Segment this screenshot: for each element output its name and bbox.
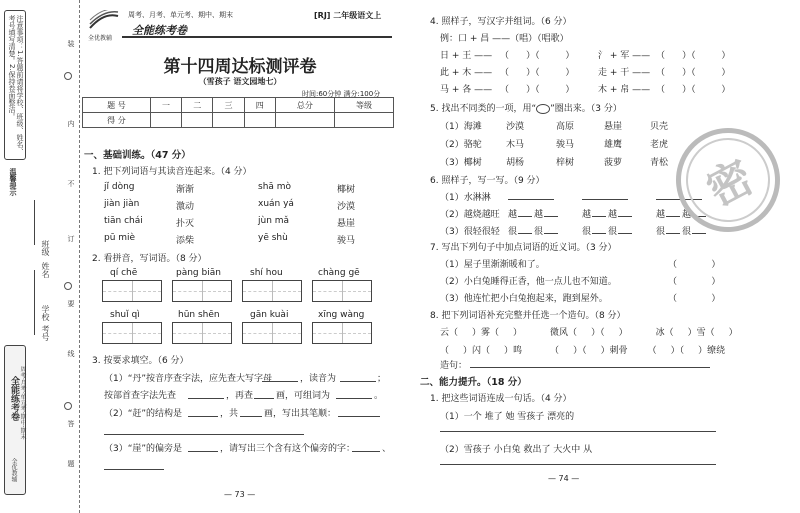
answer-line[interactable] [666, 233, 680, 234]
q5-option[interactable]: 梓树 [556, 158, 575, 168]
notice-text: 注意事项：1.答题前请将学校、班级、姓名、考号填写清楚。2.保持卷面整洁。 [8, 15, 24, 155]
notice-box [4, 10, 26, 160]
q5-option[interactable]: 悬崖 [604, 122, 623, 132]
answer-line[interactable] [188, 398, 224, 399]
q3-3-text: 、 [382, 444, 392, 454]
page-subtitle: （雪孩子 语文园地七） [198, 77, 282, 86]
q8-part: （ [550, 346, 560, 356]
answer-line[interactable] [340, 381, 376, 382]
q8-part: ）鸣 [504, 346, 523, 356]
xuexiao-line[interactable] [34, 300, 35, 335]
q4-row: 此 + 木 —— [440, 68, 493, 78]
answer-line[interactable] [592, 216, 606, 217]
writing-grid[interactable] [242, 322, 302, 344]
q3-1-text: （1）“丹”按音序查字法，应先查大写字母 [104, 374, 273, 384]
q5-option[interactable]: 老虎 [650, 140, 669, 150]
logo-text: 全优教辅 [88, 35, 113, 42]
score-table [82, 97, 394, 128]
label-xingming: 姓名 [41, 262, 50, 278]
q6-example: （3）很轻很轻 [440, 227, 500, 237]
q6-blank-char: 越 [582, 210, 592, 220]
answer-line[interactable] [254, 398, 274, 399]
s2-q1-words: （2）雪孩子 小白兔 救出了 大火中 从 [440, 445, 593, 455]
q6-example: （1）水淋淋 [440, 193, 491, 203]
word-right[interactable]: 沙漠 [337, 202, 356, 212]
label-zhuyi: 温馨提示 [9, 168, 17, 196]
q3-2-text: （2）“赶”的结构是 [104, 409, 183, 419]
score-cell: 三 [213, 98, 244, 113]
q5-option[interactable]: 青松 [650, 158, 669, 168]
exam-info: 时间:60分钟 满分:100分 [302, 90, 381, 98]
q6-blank-char: 越 [508, 210, 518, 220]
q6-blank-char: 很 [656, 227, 666, 237]
label-xuexiao: 学校 [41, 305, 50, 321]
q7-answer[interactable]: （ ） [668, 260, 721, 270]
score-value-row[interactable] [83, 113, 394, 128]
q6-blank-char: 越 [608, 210, 618, 220]
answer-line[interactable] [692, 233, 706, 234]
char-ding: 订 [67, 235, 75, 242]
answer-line[interactable] [352, 451, 380, 452]
grid-pinyin: hūn shēn [178, 310, 220, 320]
q4-blank[interactable]: （ ）（ ） [500, 68, 575, 78]
char-bu: 不 [67, 180, 75, 187]
q5-option[interactable]: 木马 [506, 140, 525, 150]
q3-1-text: ，再查 [226, 391, 254, 401]
writing-grid[interactable] [102, 322, 162, 344]
header-rule [122, 36, 392, 38]
q5-prompt-tail: ”圈出来。（3 分） [550, 104, 622, 114]
q6-blank-char: 很 [608, 227, 618, 237]
q3-2-text: ，共 [220, 409, 239, 419]
section-2-heading: 二、能力提升。（18 分） [420, 377, 527, 388]
q4-blank[interactable]: （ ）（ ） [500, 85, 575, 95]
score-cell: 一 [150, 98, 181, 113]
q3-3-text: ，请写出三个含有这个偏旁的字： [220, 444, 356, 454]
q4-row: 日 + 王 —— [440, 51, 493, 61]
answer-line[interactable] [188, 451, 218, 452]
spine-brand: 全能练考卷 [9, 376, 19, 421]
answer-line[interactable] [582, 199, 628, 200]
q5-prompt-head: 5. 找出不同类的一项，用“ [430, 104, 537, 114]
s2-q1-prompt: 1. 把这些词语连成一句话。（4 分） [430, 394, 572, 404]
q8-part: ）（ [670, 346, 685, 356]
q8-part: （ [647, 346, 657, 356]
q5-option[interactable]: 骏马 [556, 140, 575, 150]
answer-line[interactable] [518, 233, 532, 234]
score-cell: 四 [244, 98, 275, 113]
score-cell: 总分 [275, 98, 334, 113]
q8-part: ）闪（ [463, 346, 491, 356]
q8-part: 冰（ [655, 328, 674, 338]
header-tagline: 周考、月考、单元考、期中、期末 [128, 11, 233, 19]
q5-option: （3）椰树 [440, 158, 482, 168]
answer-line[interactable] [104, 434, 304, 435]
pinyin-left: jiàn jiàn [104, 199, 140, 209]
answer-line[interactable] [666, 216, 680, 217]
char-ti: 题 [67, 460, 75, 467]
grid-pinyin: chàng gē [318, 268, 360, 278]
q8-row-1[interactable] [440, 325, 738, 338]
answer-line[interactable] [338, 416, 380, 417]
answer-line[interactable] [440, 464, 716, 465]
q6-prompt: 6. 照样子，写一写。（9 分） [430, 176, 545, 186]
header-edition: [RJ] 二年级语文上 [314, 11, 382, 20]
q2-prompt: 2. 看拼音，写词语。（8 分） [92, 254, 207, 264]
book-logo-icon [88, 10, 120, 32]
word-right[interactable]: 悬崖 [337, 219, 356, 229]
pinyin-left: pū miè [104, 233, 136, 243]
q3-3-text: （3）“崖”的偏旁是 [104, 444, 183, 454]
q6-blank-char: 越 [656, 210, 666, 220]
char-xian: 线 [67, 350, 75, 357]
answer-line[interactable] [508, 199, 554, 200]
q5-option: （2）骆驼 [440, 140, 482, 150]
writing-grid[interactable] [242, 280, 302, 302]
q6-example: （2）越烧越旺 [440, 210, 500, 220]
q8-part: ） [728, 328, 738, 338]
word-right[interactable]: 椰树 [337, 185, 356, 195]
q4-example: 例：口 + 昌 ——（唱）（唱歌） [440, 34, 569, 44]
q3-prompt: 3. 按要求填空。（6 分） [92, 356, 189, 366]
score-cell: 题 号 [83, 98, 151, 113]
q8-part: 云（ [440, 328, 459, 338]
q8-prompt: 8. 把下列词语补充完整并任选一个造句。（8 分） [430, 311, 626, 321]
word-right[interactable]: 骏马 [337, 236, 356, 246]
q8-sentence-label: 造句： [440, 361, 468, 371]
seal-text: 密 [671, 123, 785, 237]
answer-line[interactable] [262, 381, 298, 382]
q5-option[interactable]: 胡杨 [506, 158, 525, 168]
binding-hole [64, 402, 72, 410]
score-input[interactable] [150, 113, 181, 128]
q3-1-text: 画，可组词为 [276, 391, 331, 401]
pinyin-right: jùn mǎ [258, 216, 290, 226]
q8-part: ）缭绕 [698, 346, 726, 356]
writing-grid[interactable] [312, 280, 372, 302]
q8-part: ） [513, 328, 523, 338]
grid-pinyin: gān kuài [250, 310, 289, 320]
score-cell: 等级 [334, 98, 393, 113]
score-input[interactable] [213, 113, 244, 128]
q7-sentence: （2）小白兔睡得正香，他一点儿也不知道。 [440, 277, 617, 287]
s2-q1-words: （1）一个 堆了 她 雪孩子 漂亮的 [440, 412, 575, 422]
q5-option[interactable]: 沙漠 [506, 122, 525, 132]
word-left[interactable]: 渐渐 [176, 185, 195, 195]
q7-answer[interactable]: （ ） [668, 294, 721, 304]
q8-part: 微风（ [550, 328, 578, 338]
q6-blank-char: 越 [534, 210, 544, 220]
answer-line[interactable] [618, 216, 632, 217]
section-1-heading: 一、基础训练。（47 分） [84, 150, 191, 161]
q7-answer[interactable]: （ ） [668, 277, 721, 287]
q5-option[interactable]: 贝壳 [650, 122, 669, 132]
label-banji: 班级 [41, 240, 50, 256]
q4-row: 氵 + 军 —— [598, 51, 651, 61]
q6-blank-char: 很 [508, 227, 518, 237]
q8-row-2[interactable] [440, 343, 725, 356]
q5-prompt [430, 101, 622, 114]
q5-option[interactable]: 高原 [556, 122, 575, 132]
q6-blank-char: 很 [682, 227, 692, 237]
answer-line[interactable] [518, 216, 532, 217]
q4-row: 马 + 各 —— [440, 85, 493, 95]
word-left[interactable]: 添柴 [176, 236, 195, 246]
writing-grid[interactable] [312, 322, 372, 344]
q6-blank-char: 很 [582, 227, 592, 237]
q4-row: 木 + 帛 —— [598, 85, 651, 95]
q5-option: （1）海滩 [440, 122, 482, 132]
q3-2-text: 画，写出其笔顺： [264, 409, 337, 419]
q3-1-text: ，读音为 [300, 374, 337, 384]
score-input[interactable] [244, 113, 275, 128]
writing-grid[interactable] [172, 280, 232, 302]
char-da: 答 [67, 420, 75, 427]
score-header-row [83, 98, 394, 113]
q6-blank-char: 越 [682, 210, 692, 220]
answer-line[interactable] [592, 233, 606, 234]
pinyin-right: shā mò [258, 182, 292, 192]
pinyin-left: jǐ dòng [104, 182, 135, 192]
q3-1-text: ； [377, 374, 387, 384]
circle-icon [536, 104, 550, 114]
word-left[interactable]: 激动 [176, 202, 195, 212]
word-left[interactable]: 扑灭 [176, 219, 195, 229]
q8-part: ） [618, 328, 628, 338]
q4-blank[interactable]: （ ）（ ） [656, 68, 731, 78]
q8-part: ）（ [573, 346, 587, 356]
label-kaohao: 考号 [41, 325, 50, 341]
q5-option[interactable]: 菠萝 [604, 158, 623, 168]
q6-blank-char: 很 [534, 227, 544, 237]
spine-logo: 全优教辅 [10, 458, 17, 482]
answer-line[interactable] [470, 367, 710, 368]
grid-pinyin: xīng wàng [318, 310, 365, 320]
grid-pinyin: shí hou [250, 268, 283, 278]
q8-part: ）雾（ [472, 328, 500, 338]
q3-1-text: 。 [374, 391, 384, 401]
q7-prompt: 7. 写出下列句子中加点词语的近义词。（3 分） [430, 243, 617, 253]
q7-sentence: （3）他连忙把小白兔抱起来，跑到屋外。 [440, 294, 608, 304]
q8-part: ）（ [591, 328, 605, 338]
spine-brand-box [4, 345, 26, 495]
char-nei: 内 [67, 120, 75, 127]
page-number-left: — 73 — [224, 490, 256, 499]
answer-line[interactable] [618, 233, 632, 234]
q4-blank[interactable]: （ ）（ ） [656, 51, 731, 61]
page-title: 第十四周达标测评卷 [163, 57, 317, 77]
answer-line[interactable] [544, 216, 558, 217]
score-cell: 得 分 [83, 113, 151, 128]
score-input[interactable] [275, 113, 334, 128]
grid-pinyin: pàng biān [176, 268, 221, 278]
header-brand: 全能练考卷 [132, 24, 187, 37]
grid-pinyin: shuǐ qì [110, 310, 140, 320]
grid-pinyin: qí chē [110, 268, 138, 278]
q4-blank[interactable]: （ ）（ ） [500, 51, 575, 61]
writing-grid[interactable] [102, 280, 162, 302]
pinyin-right: xuán yá [258, 199, 294, 209]
binding-hole [64, 282, 72, 290]
q8-part: （ [440, 346, 450, 356]
page-number-right: — 74 — [548, 474, 580, 483]
pinyin-right: yē shù [258, 233, 288, 243]
score-cell: 二 [182, 98, 213, 113]
answer-line[interactable] [336, 398, 372, 399]
score-input[interactable] [182, 113, 213, 128]
q4-blank[interactable]: （ ）（ ） [656, 85, 731, 95]
q4-prompt: 4. 照样子，写汉字并组词。（6 分） [430, 17, 572, 27]
writing-grid[interactable] [172, 322, 232, 344]
q8-part: ）雪（ [687, 328, 715, 338]
answer-line[interactable] [104, 469, 164, 470]
answer-line[interactable] [440, 431, 716, 432]
q7-sentence: （1）屋子里渐渐暖和了。 [440, 260, 545, 270]
secret-seal [658, 110, 799, 251]
char-yao: 要 [67, 300, 75, 307]
q8-part: ）刺骨 [600, 346, 628, 356]
spine-tag: 周考·月考·单元考·期中·期末 [19, 366, 26, 440]
banji-line[interactable] [34, 200, 35, 245]
answer-line[interactable] [240, 416, 262, 417]
q4-row: 走 + 干 —— [598, 68, 651, 78]
q3-1-text: 按部首查字法先查 [104, 391, 177, 401]
q5-option[interactable]: 雄鹰 [604, 140, 623, 150]
score-input[interactable] [334, 113, 393, 128]
answer-line[interactable] [188, 416, 218, 417]
answer-line[interactable] [544, 233, 558, 234]
header [82, 6, 392, 44]
pinyin-left: tiān chái [104, 216, 143, 226]
q1-prompt: 1. 把下列词语与其读音连起来。（4 分） [92, 167, 252, 177]
char-zhuang: 装 [67, 40, 75, 47]
